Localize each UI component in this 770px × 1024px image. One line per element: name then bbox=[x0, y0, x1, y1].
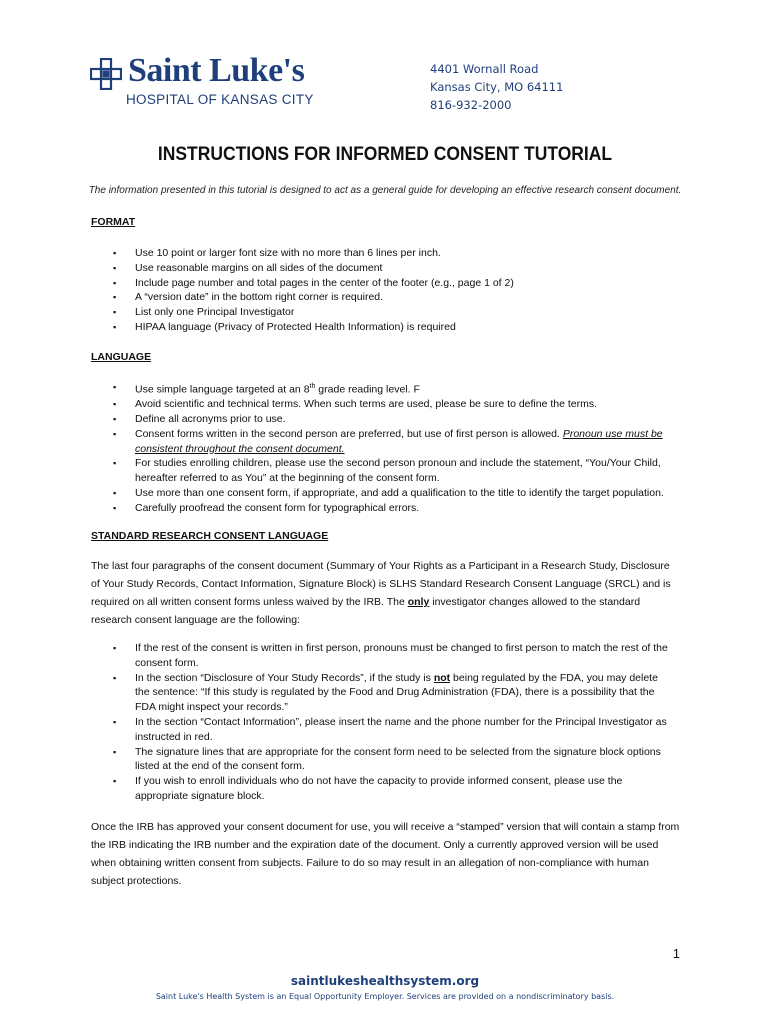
hospital-address bbox=[430, 60, 563, 114]
list-item: ▪ Use more than one consent form, if appropriate, and add a qualification to the title to identify the target population. bbox=[113, 486, 673, 501]
list-item: ▪ Define all acronyms prior to use. bbox=[113, 412, 673, 427]
closing-paragraph: Once the IRB has approved your consent document for use, you will receive a “stamped” version that will contain a stamp from the IRB indicating the IRB number and the expiration date of the document. Only a currently approved version will be used when obtaining written consent from subjects. Failure to do so may result in an allegation of non-compliance with human subject protections. bbox=[91, 821, 680, 887]
address-city: Kansas City, MO 64111 bbox=[430, 80, 564, 94]
footer-url: saintlukeshealthsystem.org bbox=[290, 974, 480, 988]
list-item: ▪ In the section “Contact Information”, please insert the name and the phone number for the Principal Investigator as instructed in red. bbox=[113, 715, 673, 745]
language-heading: LANGUAGE bbox=[91, 351, 152, 363]
address-phone: 816-932-2000 bbox=[430, 98, 512, 112]
list-item: ▪ A “version date” in the bottom right corner is required. bbox=[113, 290, 673, 305]
footer-note: Saint Luke's Health System is an Equal Opportunity Employer. Services are provided on a nondiscriminatory basis. bbox=[155, 992, 615, 1001]
language-list bbox=[113, 380, 673, 516]
list-item bbox=[113, 427, 673, 457]
item-text: grade reading level. F bbox=[315, 383, 420, 396]
paragraph-text: The last four paragraphs of the consent document (Summary of Your Rights as a Participant in a Research Study, Disclosure of Your Study Records, Contact Information, Signature Block) is SLHS Standard Research Consent Language (SRCL) and is required on all written consent forms unless waived by the IRB. The bbox=[91, 560, 671, 608]
item-text: being regulated by the FDA, you may delete the sentence: “If this study is regulated by the Food and Drug Administration (FDA), there is a possibility that the FDA might inspect your records.” bbox=[135, 671, 658, 714]
logo-subtitle: HOSPITAL OF KANSAS CITY bbox=[126, 92, 314, 107]
list-item: ▪ Use 10 point or larger font size with no more than 6 lines per inch. bbox=[113, 246, 673, 261]
format-list bbox=[113, 246, 673, 335]
list-item: ▪ If you wish to enroll individuals who do not have the capacity to provide informed consent, please use the appropriate signature block. bbox=[113, 774, 673, 804]
list-item: ▪ If the rest of the consent is written in first person, pronouns must be changed to first person to match the rest of the consent form. bbox=[113, 641, 673, 671]
list-item: ▪ Use reasonable margins on all sides of the document bbox=[113, 261, 673, 276]
srcl-heading: STANDARD RESEARCH CONSENT LANGUAGE bbox=[91, 530, 329, 542]
list-item: ▪ For studies enrolling children, please use the second person pronoun and include the statement, “You/Your Child, hereafter referred to as You” at the beginning of the consent form. bbox=[113, 456, 673, 486]
bold-text: only bbox=[407, 596, 430, 608]
address-street: 4401 Wornall Road bbox=[430, 62, 539, 76]
document-title: INSTRUCTIONS FOR INFORMED CONSENT TUTORIAL bbox=[157, 144, 613, 165]
srcl-paragraph bbox=[91, 557, 681, 629]
hospital-logo bbox=[90, 52, 330, 108]
intro-text: The information presented in this tutorial is designed to act as a general guide for developing an effective research consent document. bbox=[88, 185, 682, 196]
list-item bbox=[113, 671, 673, 715]
item-text: In the section “Disclosure of Your Study Records”, if the study is bbox=[135, 671, 434, 684]
paragraph-text: investigator changes allowed to the standard research consent language are the following: bbox=[91, 596, 641, 626]
list-item: ▪ Include page number and total pages in the center of the footer (e.g., page 1 of 2) bbox=[113, 276, 673, 291]
list-item: ▪ The signature lines that are appropriate for the consent form need to be selected from the signature block options listed at the end of the consent form. bbox=[113, 745, 673, 775]
list-item bbox=[113, 380, 673, 397]
srcl-list bbox=[113, 641, 673, 804]
bold-text: not bbox=[433, 671, 451, 684]
logo-name: Saint Luke's bbox=[128, 52, 305, 89]
list-item: ▪ List only one Principal Investigator bbox=[113, 305, 673, 320]
page-number: 1 bbox=[672, 946, 680, 961]
list-item: ▪ HIPAA language (Privacy of Protected Health Information) is required bbox=[113, 320, 673, 335]
list-item: ▪ Avoid scientific and technical terms. When such terms are used, please be sure to define the terms. bbox=[113, 397, 673, 412]
cross-emblem-icon bbox=[90, 58, 122, 90]
format-heading: FORMAT bbox=[91, 216, 136, 228]
emphasis-text: Pronoun use must be consistent throughout the consent document. bbox=[135, 427, 663, 455]
item-text: Use simple language targeted at an 8 bbox=[135, 383, 310, 396]
list-item: ▪ Carefully proofread the consent form for typographical errors. bbox=[113, 501, 673, 516]
ordinal-suffix: th bbox=[309, 383, 316, 390]
item-text: Consent forms written in the second person are preferred, but use of first person is allowed. bbox=[135, 427, 563, 440]
